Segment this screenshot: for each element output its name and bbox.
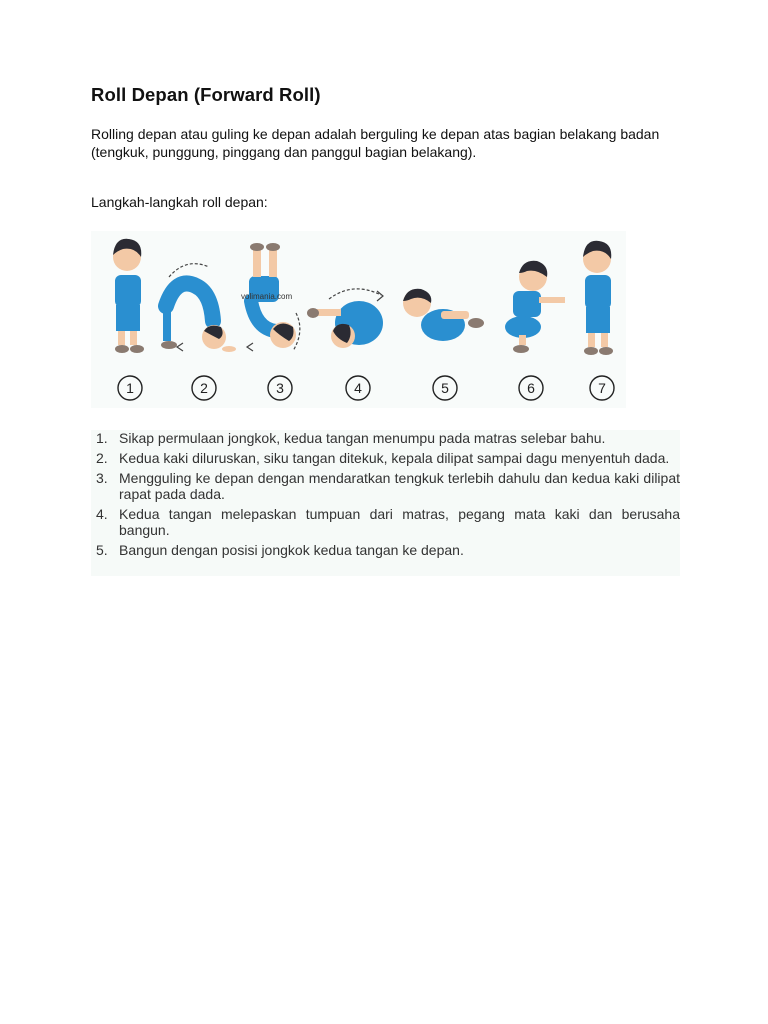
watermark-text: volimania.com — [241, 292, 293, 301]
page-title: Roll Depan (Forward Roll) — [91, 84, 321, 105]
list-item-number: 3. — [96, 470, 108, 486]
steps-list — [91, 430, 680, 562]
list-item — [91, 506, 680, 538]
forward-roll-illustration — [91, 231, 626, 408]
list-item-number: 1. — [96, 430, 108, 446]
list-item-number: 2. — [96, 450, 108, 466]
forward-roll-sequence-image — [91, 231, 626, 408]
steps-list-box — [91, 430, 680, 576]
svg-text:3: 3 — [276, 380, 284, 396]
list-item-number: 4. — [96, 506, 108, 522]
svg-text:6: 6 — [527, 380, 535, 396]
svg-text:4: 4 — [354, 380, 362, 396]
list-item — [91, 430, 680, 446]
list-item-text: Kedua tangan melepaskan tumpuan dari matras, pegang mata kaki dan berusaha bangun. — [119, 506, 680, 538]
list-item-text: Bangun dengan posisi jongkok kedua tangan ke depan. — [119, 542, 464, 558]
list-item — [91, 450, 680, 466]
svg-text:2: 2 — [200, 380, 208, 396]
svg-text:7: 7 — [598, 380, 606, 396]
list-item-text: Sikap permulaan jongkok, kedua tangan menumpu pada matras selebar bahu. — [119, 430, 606, 446]
steps-heading: Langkah-langkah roll depan: — [91, 194, 268, 210]
intro-paragraph: Rolling depan atau guling ke depan adalah berguling ke depan atas bagian belakang badan (tengkuk, punggung, pinggang dan panggul bagian belakang). — [91, 126, 660, 160]
list-item-text: Kedua kaki diluruskan, siku tangan ditekuk, kepala dilipat sampai dagu menyentuh dada. — [119, 450, 670, 466]
svg-text:5: 5 — [441, 380, 449, 396]
list-item — [91, 470, 680, 502]
svg-text:1: 1 — [126, 380, 134, 396]
list-item-number: 5. — [96, 542, 108, 558]
list-item-text: Mengguling ke depan dengan mendaratkan tengkuk terlebih dahulu dan kedua kaki dilipat rapat pada dada. — [119, 470, 680, 502]
list-item — [91, 542, 680, 558]
